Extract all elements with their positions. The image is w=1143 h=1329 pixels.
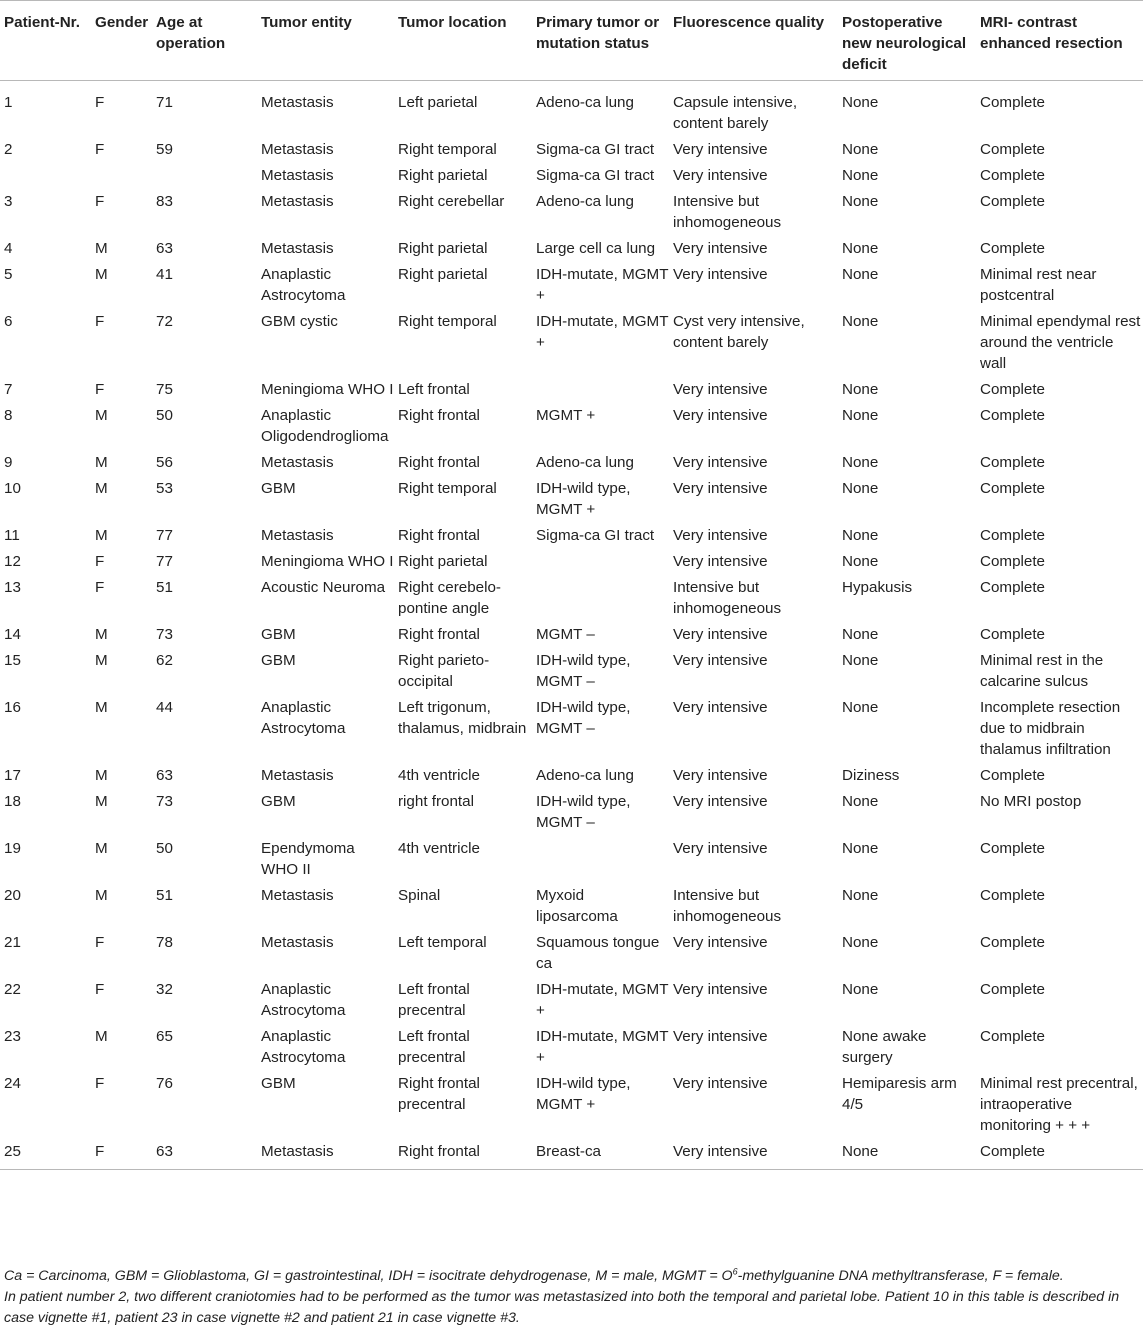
cell-resection: Complete bbox=[980, 141, 1045, 158]
cell-gender: F bbox=[95, 313, 105, 330]
cell-gender: M bbox=[95, 1028, 108, 1045]
cell-tumor-entity: Metastasis bbox=[261, 1143, 334, 1160]
cell-patient-nr: 7 bbox=[4, 381, 13, 398]
cell-tumor-entity: Meningioma WHO I bbox=[261, 553, 394, 570]
cell-age: 41 bbox=[156, 266, 173, 283]
cell-age: 77 bbox=[156, 527, 173, 544]
cell-tumor-entity: Metastasis bbox=[261, 167, 334, 184]
cell-resection: Complete bbox=[980, 887, 1045, 904]
cell-fluorescence: Very intensive bbox=[673, 840, 768, 857]
cell-age: 83 bbox=[156, 193, 173, 210]
cell-tumor-location: Right frontal bbox=[398, 454, 480, 471]
cell-age: 62 bbox=[156, 652, 173, 669]
cell-patient-nr: 1 bbox=[4, 94, 13, 111]
cell-mutation-status: IDH-wild type, MGMT – bbox=[536, 652, 631, 690]
cell-tumor-entity: Metastasis bbox=[261, 240, 334, 257]
cell-resection: Complete bbox=[980, 626, 1045, 643]
table-row bbox=[0, 619, 1143, 645]
cell-deficit: None bbox=[842, 480, 879, 497]
cell-tumor-entity: Anaplastic Astrocytoma bbox=[261, 699, 346, 737]
cell-patient-nr: 15 bbox=[4, 652, 21, 669]
cell-gender: M bbox=[95, 266, 108, 283]
table-row bbox=[0, 81, 1143, 135]
cell-fluorescence: Intensive but inhomogeneous bbox=[673, 887, 782, 925]
cell-gender: M bbox=[95, 840, 108, 857]
cell-age: 72 bbox=[156, 313, 173, 330]
cell-tumor-location: Right cerebelo-pontine angle bbox=[398, 579, 501, 617]
cell-gender: M bbox=[95, 626, 108, 643]
cell-mutation-status: MGMT – bbox=[536, 626, 595, 643]
cell-deficit: None bbox=[842, 167, 879, 184]
cell-deficit: Hemiparesis arm 4/5 bbox=[842, 1075, 957, 1113]
cell-tumor-entity: GBM bbox=[261, 652, 296, 669]
cell-tumor-location: 4th ventricle bbox=[398, 767, 480, 784]
cell-age: 59 bbox=[156, 141, 173, 158]
cell-fluorescence: Intensive but inhomogeneous bbox=[673, 579, 782, 617]
cell-age: 44 bbox=[156, 699, 173, 716]
footnote-abbreviations bbox=[4, 1266, 1142, 1287]
cell-tumor-entity: Metastasis bbox=[261, 193, 334, 210]
footnote-explanation: In patient number 2, two different craniotomies had to be performed as the tumor was metastasized into both the temporal and parietal lobe. Patient 10 in this table is described in case vignette #1, patient 23 in case vignette #2 and patient 21 in case vignette #3. bbox=[4, 1289, 1120, 1326]
cell-tumor-entity: GBM bbox=[261, 1075, 296, 1092]
cell-tumor-location: Left frontal bbox=[398, 381, 470, 398]
cell-fluorescence: Very intensive bbox=[673, 626, 768, 643]
cell-patient-nr: 12 bbox=[4, 553, 21, 570]
cell-tumor-location: Left frontal precentral bbox=[398, 1028, 470, 1066]
cell-patient-nr: 8 bbox=[4, 407, 13, 424]
cell-tumor-entity: Anaplastic Astrocytoma bbox=[261, 981, 346, 1019]
cell-resection: Complete bbox=[980, 840, 1045, 857]
cell-patient-nr: 16 bbox=[4, 699, 21, 716]
cell-deficit: None bbox=[842, 981, 879, 998]
cell-age: 75 bbox=[156, 381, 173, 398]
cell-fluorescence: Intensive but inhomogeneous bbox=[673, 193, 782, 231]
cell-mutation-status: IDH-wild type, MGMT + bbox=[536, 1075, 631, 1113]
cell-fluorescence: Very intensive bbox=[673, 527, 768, 544]
cell-gender: F bbox=[95, 1075, 105, 1092]
cell-deficit: None bbox=[842, 266, 879, 283]
table-row bbox=[0, 259, 1143, 306]
cell-resection: Complete bbox=[980, 934, 1045, 951]
cell-age: 51 bbox=[156, 887, 173, 904]
cell-tumor-entity: Metastasis bbox=[261, 454, 334, 471]
cell-resection: Complete bbox=[980, 1143, 1045, 1160]
cell-deficit: None bbox=[842, 313, 879, 330]
cell-mutation-status bbox=[532, 572, 669, 619]
cell-mutation-status: Adeno-ca lung bbox=[536, 193, 634, 210]
table-row bbox=[0, 786, 1143, 833]
cell-deficit: None bbox=[842, 626, 879, 643]
cell-patient-nr: 9 bbox=[4, 454, 13, 471]
cell-tumor-location: Left trigonum, thalamus, midbrain bbox=[398, 699, 527, 737]
cell-gender: M bbox=[95, 480, 108, 497]
table-row bbox=[0, 374, 1143, 400]
table-row bbox=[0, 974, 1143, 1021]
cell-deficit: Hypakusis bbox=[842, 579, 913, 596]
header-row bbox=[0, 1, 1143, 81]
cell-fluorescence: Very intensive bbox=[673, 652, 768, 669]
cell-tumor-location: Left temporal bbox=[398, 934, 487, 951]
cell-deficit: None bbox=[842, 94, 879, 111]
cell-tumor-entity: Ependymoma WHO II bbox=[261, 840, 355, 878]
cell-resection: Complete bbox=[980, 94, 1045, 111]
cell-age: 56 bbox=[156, 454, 173, 471]
cell-deficit: None bbox=[842, 141, 879, 158]
cell-resection: Incomplete resection due to midbrain thalamus infiltration bbox=[980, 699, 1121, 758]
cell-patient-nr: 4 bbox=[4, 240, 13, 257]
cell-patient-nr: 17 bbox=[4, 767, 21, 784]
cell-mutation-status: Large cell ca lung bbox=[536, 240, 656, 257]
cell-age: 63 bbox=[156, 240, 173, 257]
cell-resection: Complete bbox=[980, 767, 1045, 784]
cell-age: 71 bbox=[156, 94, 173, 111]
cell-patient-nr: 14 bbox=[4, 626, 21, 643]
cell-patient-nr: 23 bbox=[4, 1028, 21, 1045]
cell-mutation-status bbox=[532, 546, 669, 572]
cell-gender: M bbox=[95, 699, 108, 716]
table-row bbox=[0, 520, 1143, 546]
col-mutation-status: Primary tumor or mutation status bbox=[536, 14, 660, 52]
cell-fluorescence: Very intensive bbox=[673, 1143, 768, 1160]
cell-mutation-status: Sigma-ca GI tract bbox=[536, 141, 655, 158]
cell-patient-nr: 6 bbox=[4, 313, 13, 330]
cell-gender: F bbox=[95, 1143, 105, 1160]
cell-tumor-entity: Anaplastic Oligodendroglioma bbox=[261, 407, 389, 445]
cell-resection: Complete bbox=[980, 407, 1045, 424]
col-deficit: Postoperative new neurological deficit bbox=[842, 14, 967, 73]
cell-age: 53 bbox=[156, 480, 173, 497]
cell-age: 32 bbox=[156, 981, 173, 998]
cell-age: 73 bbox=[156, 793, 173, 810]
cell-fluorescence: Very intensive bbox=[673, 1028, 768, 1045]
cell-mutation-status: IDH-wild type, MGMT – bbox=[536, 699, 631, 737]
table-row bbox=[0, 233, 1143, 259]
cell-fluorescence: Capsule intensive, content barely bbox=[673, 94, 798, 132]
col-gender: Gender bbox=[95, 14, 149, 31]
table-row bbox=[0, 134, 1143, 160]
cell-fluorescence: Very intensive bbox=[673, 981, 768, 998]
cell-gender: M bbox=[95, 240, 108, 257]
cell-gender: F bbox=[95, 193, 105, 210]
cell-deficit: None awake surgery bbox=[842, 1028, 927, 1066]
cell-tumor-entity: Anaplastic Astrocytoma bbox=[261, 1028, 346, 1066]
cell-deficit: None bbox=[842, 934, 879, 951]
cell-gender: M bbox=[95, 793, 108, 810]
cell-age: 73 bbox=[156, 626, 173, 643]
cell-tumor-entity: Metastasis bbox=[261, 767, 334, 784]
col-resection: MRI- contrast enhanced resection bbox=[980, 14, 1123, 52]
cell-resection: Complete bbox=[980, 527, 1045, 544]
cell-tumor-entity: GBM cystic bbox=[261, 313, 338, 330]
cell-tumor-location: Right temporal bbox=[398, 313, 497, 330]
cell-fluorescence: Very intensive bbox=[673, 381, 768, 398]
table-body bbox=[0, 81, 1143, 1170]
cell-gender: M bbox=[95, 454, 108, 471]
cell-tumor-entity: Meningioma WHO I bbox=[261, 381, 394, 398]
cell-mutation-status: IDH-mutate, MGMT + bbox=[536, 313, 669, 351]
cell-gender: F bbox=[95, 579, 105, 596]
cell-gender bbox=[91, 160, 152, 186]
cell-age: 51 bbox=[156, 579, 173, 596]
cell-resection: Complete bbox=[980, 579, 1045, 596]
cell-fluorescence: Very intensive bbox=[673, 767, 768, 784]
cell-deficit: None bbox=[842, 454, 879, 471]
cell-resection: Complete bbox=[980, 167, 1045, 184]
table-row bbox=[0, 306, 1143, 374]
cell-deficit: None bbox=[842, 553, 879, 570]
cell-resection: Complete bbox=[980, 553, 1045, 570]
cell-tumor-location: right frontal bbox=[398, 793, 474, 810]
cell-tumor-entity: Metastasis bbox=[261, 527, 334, 544]
cell-age: 63 bbox=[156, 767, 173, 784]
cell-tumor-entity: Metastasis bbox=[261, 934, 334, 951]
cell-fluorescence: Very intensive bbox=[673, 407, 768, 424]
cell-resection: Complete bbox=[980, 981, 1045, 998]
cell-patient-nr: 5 bbox=[4, 266, 13, 283]
cell-tumor-entity: Acoustic Neuroma bbox=[261, 579, 386, 596]
table-row bbox=[0, 1021, 1143, 1068]
cell-mutation-status: IDH-wild type, MGMT – bbox=[536, 793, 631, 831]
cell-tumor-entity: GBM bbox=[261, 480, 296, 497]
cell-fluorescence: Very intensive bbox=[673, 480, 768, 497]
cell-gender: M bbox=[95, 887, 108, 904]
table-row bbox=[0, 1068, 1143, 1136]
cell-deficit: None bbox=[842, 793, 879, 810]
col-tumor-location: Tumor location bbox=[398, 14, 507, 31]
cell-age bbox=[152, 160, 257, 186]
cell-fluorescence: Very intensive bbox=[673, 454, 768, 471]
cell-tumor-location: Spinal bbox=[398, 887, 441, 904]
table-row bbox=[0, 473, 1143, 520]
table-row bbox=[0, 833, 1143, 880]
cell-tumor-location: Right parietal bbox=[398, 266, 488, 283]
cell-resection: Minimal rest precentral, intraoperative monitoring + + + bbox=[980, 1075, 1138, 1134]
cell-mutation-status: Adeno-ca lung bbox=[536, 94, 634, 111]
cell-gender: M bbox=[95, 767, 108, 784]
cell-tumor-location: Left frontal precentral bbox=[398, 981, 470, 1019]
cell-mutation-status: IDH-wild type, MGMT + bbox=[536, 480, 631, 518]
cell-resection: Minimal ependymal rest around the ventricle wall bbox=[980, 313, 1141, 372]
cell-tumor-entity: Anaplastic Astrocytoma bbox=[261, 266, 346, 304]
cell-patient-nr: 2 bbox=[4, 141, 13, 158]
table-row bbox=[0, 447, 1143, 473]
cell-tumor-location: Right frontal precentral bbox=[398, 1075, 480, 1113]
cell-deficit: None bbox=[842, 887, 879, 904]
cell-tumor-entity: GBM bbox=[261, 626, 296, 643]
cell-tumor-location: Right parieto-occipital bbox=[398, 652, 490, 690]
cell-patient-nr: 3 bbox=[4, 193, 13, 210]
cell-fluorescence: Very intensive bbox=[673, 699, 768, 716]
cell-resection: Complete bbox=[980, 381, 1045, 398]
cell-deficit: None bbox=[842, 699, 879, 716]
cell-age: 77 bbox=[156, 553, 173, 570]
cell-patient-nr: 10 bbox=[4, 480, 21, 497]
cell-deficit: None bbox=[842, 381, 879, 398]
cell-resection: Minimal rest in the calcarine sulcus bbox=[980, 652, 1104, 690]
cell-gender: M bbox=[95, 652, 108, 669]
cell-tumor-entity: Metastasis bbox=[261, 141, 334, 158]
footnote-text: -methylguanine DNA methyltransferase, F = female. bbox=[737, 1268, 1064, 1284]
table-row bbox=[0, 645, 1143, 692]
cell-tumor-location: Right frontal bbox=[398, 626, 480, 643]
cell-patient-nr: 25 bbox=[4, 1143, 21, 1160]
cell-tumor-entity: Metastasis bbox=[261, 887, 334, 904]
cell-resection: Complete bbox=[980, 480, 1045, 497]
cell-fluorescence: Very intensive bbox=[673, 167, 768, 184]
cell-patient-nr: 13 bbox=[4, 579, 21, 596]
table-row bbox=[0, 880, 1143, 927]
cell-mutation-status bbox=[532, 833, 669, 880]
cell-mutation-status: Squamous tongue ca bbox=[536, 934, 660, 972]
col-tumor-entity: Tumor entity bbox=[261, 14, 352, 31]
table-row bbox=[0, 160, 1143, 186]
table-row bbox=[0, 572, 1143, 619]
cell-resection: Complete bbox=[980, 193, 1045, 210]
cell-mutation-status: IDH-mutate, MGMT + bbox=[536, 1028, 669, 1066]
cell-age: 50 bbox=[156, 407, 173, 424]
cell-tumor-location: Right temporal bbox=[398, 480, 497, 497]
cell-patient-nr: 22 bbox=[4, 981, 21, 998]
cell-deficit: None bbox=[842, 652, 879, 669]
cell-gender: F bbox=[95, 94, 105, 111]
col-patient-nr: Patient-Nr. bbox=[4, 14, 80, 31]
footnote-superscript: 6 bbox=[732, 1266, 738, 1277]
cell-tumor-location: Right frontal bbox=[398, 527, 480, 544]
cell-age: 63 bbox=[156, 1143, 173, 1160]
cell-mutation-status: Myxoid liposarcoma bbox=[536, 887, 618, 925]
cell-deficit: None bbox=[842, 527, 879, 544]
cell-resection: Complete bbox=[980, 454, 1045, 471]
cell-mutation-status: Sigma-ca GI tract bbox=[536, 167, 655, 184]
cell-gender: F bbox=[95, 381, 105, 398]
cell-fluorescence: Very intensive bbox=[673, 793, 768, 810]
table-row bbox=[0, 760, 1143, 786]
table-row bbox=[0, 1136, 1143, 1170]
cell-gender: F bbox=[95, 141, 105, 158]
cell-age: 78 bbox=[156, 934, 173, 951]
cell-deficit: None bbox=[842, 1143, 879, 1160]
cell-patient-nr bbox=[0, 160, 91, 186]
cell-gender: M bbox=[95, 407, 108, 424]
table-row bbox=[0, 400, 1143, 447]
cell-tumor-location: Left parietal bbox=[398, 94, 478, 111]
table-header bbox=[0, 1, 1143, 81]
cell-tumor-location: 4th ventricle bbox=[398, 840, 480, 857]
cell-tumor-location: Right cerebellar bbox=[398, 193, 505, 210]
cell-tumor-location: Right parietal bbox=[398, 167, 488, 184]
cell-tumor-entity: GBM bbox=[261, 793, 296, 810]
cell-patient-nr: 24 bbox=[4, 1075, 21, 1092]
cell-fluorescence: Very intensive bbox=[673, 240, 768, 257]
cell-patient-nr: 11 bbox=[4, 527, 20, 544]
cell-deficit: Diziness bbox=[842, 767, 900, 784]
cell-patient-nr: 18 bbox=[4, 793, 21, 810]
table-row bbox=[0, 692, 1143, 760]
cell-age: 65 bbox=[156, 1028, 173, 1045]
cell-mutation-status: Adeno-ca lung bbox=[536, 454, 634, 471]
cell-fluorescence: Very intensive bbox=[673, 1075, 768, 1092]
cell-fluorescence: Very intensive bbox=[673, 934, 768, 951]
cell-resection: No MRI postop bbox=[980, 793, 1082, 810]
cell-mutation-status: Sigma-ca GI tract bbox=[536, 527, 655, 544]
cell-fluorescence: Very intensive bbox=[673, 266, 768, 283]
cell-fluorescence: Cyst very intensive, content barely bbox=[673, 313, 805, 351]
cell-patient-nr: 21 bbox=[4, 934, 21, 951]
cell-patient-nr: 19 bbox=[4, 840, 21, 857]
cell-mutation-status: IDH-mutate, MGMT + bbox=[536, 981, 669, 1019]
cell-deficit: None bbox=[842, 840, 879, 857]
cell-age: 50 bbox=[156, 840, 173, 857]
cell-mutation-status: Breast-ca bbox=[536, 1143, 601, 1160]
cell-fluorescence: Very intensive bbox=[673, 141, 768, 158]
cell-tumor-location: Right frontal bbox=[398, 1143, 480, 1160]
table-footnote bbox=[4, 1266, 1142, 1329]
cell-resection: Minimal rest near postcentral bbox=[980, 266, 1097, 304]
cell-deficit: None bbox=[842, 407, 879, 424]
cell-deficit: None bbox=[842, 240, 879, 257]
cell-tumor-location: Right frontal bbox=[398, 407, 480, 424]
col-age: Age at operation bbox=[156, 14, 226, 52]
cell-gender: F bbox=[95, 553, 105, 570]
cell-mutation-status bbox=[532, 374, 669, 400]
cell-mutation-status: IDH-mutate, MGMT + bbox=[536, 266, 669, 304]
cell-fluorescence: Very intensive bbox=[673, 553, 768, 570]
cell-tumor-location: Right temporal bbox=[398, 141, 497, 158]
cell-mutation-status: MGMT + bbox=[536, 407, 596, 424]
cell-resection: Complete bbox=[980, 240, 1045, 257]
cell-resection: Complete bbox=[980, 1028, 1045, 1045]
cell-gender: M bbox=[95, 527, 108, 544]
footnote-text: Ca = Carcinoma, GBM = Glioblastoma, GI = gastrointestinal, IDH = isocitrate dehydrogenase, M = male, MGMT = O bbox=[4, 1268, 733, 1284]
cell-tumor-location: Right parietal bbox=[398, 240, 488, 257]
cell-tumor-entity: Metastasis bbox=[261, 94, 334, 111]
cell-deficit: None bbox=[842, 193, 879, 210]
cell-tumor-location: Right parietal bbox=[398, 553, 488, 570]
col-fluorescence: Fluorescence quality bbox=[673, 14, 825, 31]
cell-patient-nr: 20 bbox=[4, 887, 21, 904]
table-row bbox=[0, 546, 1143, 572]
cell-gender: F bbox=[95, 934, 105, 951]
cell-age: 76 bbox=[156, 1075, 173, 1092]
table-row bbox=[0, 186, 1143, 233]
table-row bbox=[0, 927, 1143, 974]
cell-mutation-status: Adeno-ca lung bbox=[536, 767, 634, 784]
cell-gender: F bbox=[95, 981, 105, 998]
